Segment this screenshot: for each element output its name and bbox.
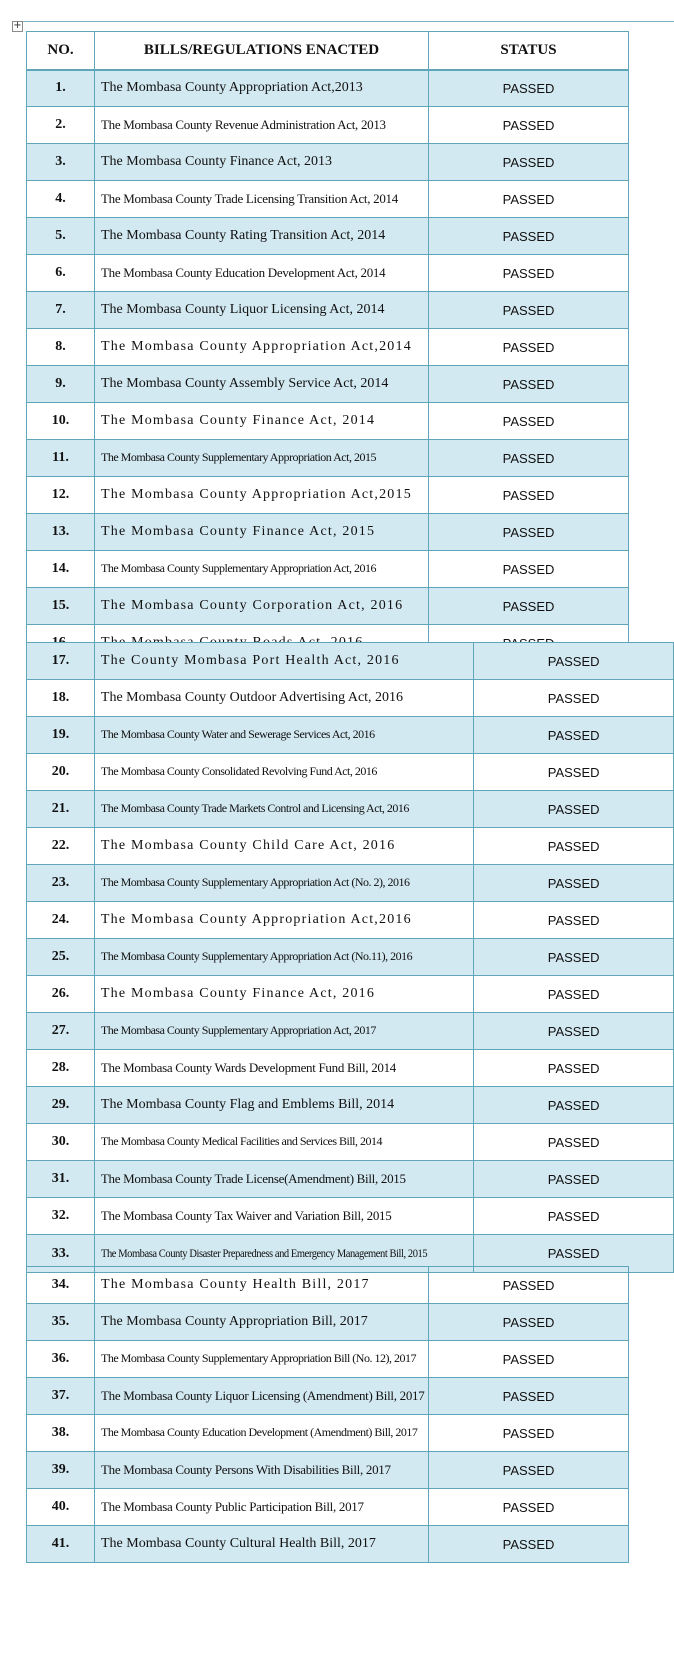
bill-name-cell bbox=[94, 717, 473, 754]
row-number: 40. bbox=[27, 1489, 95, 1526]
bill-name: The Mombasa County Persons With Disabilities Bill, 2017 bbox=[101, 1461, 391, 1477]
status-cell: PASSED bbox=[474, 1013, 674, 1050]
status-cell: PASSED bbox=[429, 70, 629, 107]
table-row bbox=[27, 440, 629, 477]
table-row bbox=[27, 1087, 674, 1124]
table-row bbox=[27, 1050, 674, 1087]
row-number: 22. bbox=[27, 828, 95, 865]
bill-name-cell bbox=[95, 181, 429, 218]
table-row bbox=[27, 1415, 629, 1452]
row-number: 21. bbox=[27, 791, 95, 828]
row-number: 6. bbox=[27, 255, 95, 292]
row-number: 2. bbox=[27, 107, 95, 144]
bill-name: The Mombasa County Water and Sewerage Services Act, 2016 bbox=[100, 727, 375, 741]
status-cell: PASSED bbox=[429, 1415, 629, 1452]
status-cell: PASSED bbox=[429, 366, 629, 403]
bill-name-cell bbox=[95, 292, 429, 329]
bill-name: The Mombasa County Finance Act, 2013 bbox=[101, 154, 332, 169]
bill-name: The Mombasa County Supplementary Appropriation Bill (No. 12), 2017 bbox=[101, 1351, 416, 1365]
row-number: 1. bbox=[27, 70, 95, 107]
bill-name-cell bbox=[95, 1341, 429, 1378]
row-number: 3. bbox=[27, 144, 95, 181]
bill-name-cell bbox=[95, 551, 429, 588]
table-row bbox=[27, 551, 629, 588]
status-cell: PASSED bbox=[429, 403, 629, 440]
table-row bbox=[27, 181, 629, 218]
row-number: 20. bbox=[27, 754, 95, 791]
bill-name-cell bbox=[95, 477, 429, 514]
bill-name-cell bbox=[94, 1013, 473, 1050]
bill-name-cell bbox=[95, 366, 429, 403]
bill-name: The Mombasa County Finance Act, 2015 bbox=[101, 524, 376, 539]
bill-name: The Mombasa County Appropriation Act,2014 bbox=[101, 339, 412, 354]
bills-table-part-2 bbox=[26, 642, 674, 1273]
bill-name: The Mombasa County Finance Act, 2016 bbox=[100, 986, 376, 1001]
row-number: 27. bbox=[27, 1013, 95, 1050]
table-row bbox=[27, 1378, 629, 1415]
row-number: 8. bbox=[27, 329, 95, 366]
row-number: 41. bbox=[27, 1526, 95, 1563]
row-number: 10. bbox=[27, 403, 95, 440]
header-status: STATUS bbox=[429, 32, 629, 70]
status-cell: PASSED bbox=[429, 551, 629, 588]
bill-name: The Mombasa County Appropriation Act,2016 bbox=[100, 912, 412, 927]
table-row bbox=[27, 366, 629, 403]
bill-name: The Mombasa County Revenue Administration Act, 2013 bbox=[101, 116, 386, 132]
table-row bbox=[27, 1526, 629, 1563]
bill-name: The Mombasa County Supplementary Appropriation Act, 2016 bbox=[101, 561, 376, 575]
row-number: 18. bbox=[27, 680, 95, 717]
bill-name: The Mombasa County Education Development Act, 2014 bbox=[101, 264, 386, 280]
status-cell: PASSED bbox=[474, 902, 674, 939]
row-number: 25. bbox=[27, 939, 95, 976]
bill-name: The Mombasa County Assembly Service Act, 2014 bbox=[101, 376, 389, 391]
bill-name-cell bbox=[94, 1124, 473, 1161]
header-bills: BILLS/REGULATIONS ENACTED bbox=[95, 32, 429, 70]
bill-name-cell bbox=[95, 1452, 429, 1489]
bill-name: The Mombasa County Appropriation Act,2013 bbox=[101, 80, 363, 96]
row-number: 13. bbox=[27, 514, 95, 551]
bill-name: The Mombasa County Cultural Health Bill, 2017 bbox=[101, 1536, 376, 1551]
row-number: 11. bbox=[27, 440, 95, 477]
bill-name: The Mombasa County Liquor Licensing (Amendment) Bill, 2017 bbox=[101, 1387, 425, 1403]
bill-name-cell bbox=[94, 1161, 473, 1198]
table-row bbox=[27, 107, 629, 144]
bill-name-cell bbox=[94, 902, 473, 939]
bill-name: The Mombasa County Trade Licensing Transition Act, 2014 bbox=[101, 190, 398, 206]
table-row bbox=[27, 791, 674, 828]
bill-name-cell bbox=[95, 255, 429, 292]
table-row bbox=[27, 865, 674, 902]
bill-name: The Mombasa County Finance Act, 2014 bbox=[101, 413, 376, 428]
bill-name-cell bbox=[95, 1378, 429, 1415]
status-cell: PASSED bbox=[429, 181, 629, 218]
status-cell: PASSED bbox=[474, 1235, 674, 1273]
table-row bbox=[27, 976, 674, 1013]
table-row bbox=[27, 1198, 674, 1235]
status-cell: PASSED bbox=[474, 717, 674, 754]
bill-name: The Mombasa County Rating Transition Act, 2014 bbox=[101, 228, 386, 243]
bill-name: The Mombasa County Disaster Preparedness and Emergency Management Bill, 2015 bbox=[100, 1245, 428, 1260]
bill-name: The Mombasa County Appropriation Act,2015 bbox=[101, 487, 412, 502]
bill-name-cell bbox=[94, 791, 473, 828]
table-row bbox=[27, 1124, 674, 1161]
table-header-row bbox=[27, 32, 629, 70]
bill-name-cell bbox=[94, 1198, 473, 1235]
bill-name: The Mombasa County Health Bill, 2017 bbox=[101, 1277, 370, 1292]
status-cell: PASSED bbox=[474, 643, 674, 680]
status-cell: PASSED bbox=[429, 144, 629, 181]
table-row bbox=[27, 477, 629, 514]
status-cell: PASSED bbox=[429, 107, 629, 144]
table-row bbox=[27, 1267, 629, 1304]
status-cell: PASSED bbox=[474, 1050, 674, 1087]
bill-name-cell bbox=[95, 218, 429, 255]
bill-name-cell bbox=[95, 144, 429, 181]
table-row bbox=[27, 329, 629, 366]
table-row bbox=[27, 1304, 629, 1341]
table-row bbox=[27, 1489, 629, 1526]
status-cell: PASSED bbox=[474, 976, 674, 1013]
status-cell: PASSED bbox=[474, 828, 674, 865]
status-cell: PASSED bbox=[474, 1124, 674, 1161]
table-row bbox=[27, 218, 629, 255]
row-number: 28. bbox=[27, 1050, 95, 1087]
row-number: 17. bbox=[27, 643, 95, 680]
bill-name: The Mombasa County Flag and Emblems Bill, 2014 bbox=[100, 1097, 395, 1112]
table-row bbox=[27, 828, 674, 865]
bill-name: The Mombasa County Corporation Act, 2016 bbox=[101, 598, 404, 613]
bill-name: The Mombasa County Child Care Act, 2016 bbox=[100, 838, 396, 853]
row-number: 39. bbox=[27, 1452, 95, 1489]
status-cell: PASSED bbox=[474, 791, 674, 828]
status-cell: PASSED bbox=[474, 865, 674, 902]
bill-name-cell bbox=[95, 1267, 429, 1304]
bill-name: The Mombasa County Trade License(Amendment) Bill, 2015 bbox=[100, 1170, 406, 1186]
bills-table-part-1 bbox=[26, 31, 629, 662]
row-number: 29. bbox=[27, 1087, 95, 1124]
table-row bbox=[27, 1161, 674, 1198]
bill-name-cell bbox=[95, 70, 429, 107]
status-cell: PASSED bbox=[429, 292, 629, 329]
page-top-border bbox=[12, 21, 674, 22]
table-row bbox=[27, 1341, 629, 1378]
status-cell: PASSED bbox=[474, 1198, 674, 1235]
bill-name: The Mombasa County Tax Waiver and Variation Bill, 2015 bbox=[100, 1207, 392, 1223]
table-row bbox=[27, 754, 674, 791]
bills-table-part-3 bbox=[26, 1266, 629, 1563]
table-row bbox=[27, 1452, 629, 1489]
bill-name-cell bbox=[95, 1526, 429, 1563]
row-number: 24. bbox=[27, 902, 95, 939]
table-row bbox=[27, 643, 674, 680]
bill-name: The County Mombasa Port Health Act, 2016 bbox=[100, 653, 400, 668]
status-cell: PASSED bbox=[429, 1341, 629, 1378]
status-cell: PASSED bbox=[429, 514, 629, 551]
row-number: 34. bbox=[27, 1267, 95, 1304]
table-move-handle-icon[interactable]: + bbox=[13, 20, 22, 31]
table-row bbox=[27, 255, 629, 292]
row-number: 35. bbox=[27, 1304, 95, 1341]
table-row bbox=[27, 939, 674, 976]
bill-name: The Mombasa County Trade Markets Control and Licensing Act, 2016 bbox=[100, 801, 409, 815]
row-number: 38. bbox=[27, 1415, 95, 1452]
bill-name: The Mombasa County Supplementary Appropriation Act, 2017 bbox=[100, 1023, 376, 1037]
row-number: 23. bbox=[27, 865, 95, 902]
bill-name: The Mombasa County Wards Development Fund Bill, 2014 bbox=[100, 1059, 396, 1075]
header-no: NO. bbox=[27, 32, 95, 70]
table-row bbox=[27, 588, 629, 625]
status-cell: PASSED bbox=[429, 440, 629, 477]
bill-name-cell bbox=[94, 643, 473, 680]
bill-name-cell bbox=[94, 1087, 473, 1124]
bill-name: The Mombasa County Supplementary Appropriation Act (No. 2), 2016 bbox=[100, 875, 410, 889]
row-number: 36. bbox=[27, 1341, 95, 1378]
table-row bbox=[27, 292, 629, 329]
table-row bbox=[27, 514, 629, 551]
bill-name-cell bbox=[95, 329, 429, 366]
status-cell: PASSED bbox=[474, 1161, 674, 1198]
table-row bbox=[27, 403, 629, 440]
row-number: 9. bbox=[27, 366, 95, 403]
row-number: 7. bbox=[27, 292, 95, 329]
bill-name: The Mombasa County Public Participation Bill, 2017 bbox=[101, 1498, 364, 1514]
bill-name-cell bbox=[95, 1415, 429, 1452]
status-cell: PASSED bbox=[429, 1378, 629, 1415]
table-row bbox=[27, 902, 674, 939]
bill-name-cell bbox=[95, 440, 429, 477]
row-number: 26. bbox=[27, 976, 95, 1013]
bill-name-cell bbox=[95, 588, 429, 625]
row-number: 15. bbox=[27, 588, 95, 625]
bill-name: The Mombasa County Liquor Licensing Act, 2014 bbox=[101, 302, 385, 317]
bill-name-cell bbox=[95, 403, 429, 440]
bill-name-cell bbox=[94, 865, 473, 902]
status-cell: PASSED bbox=[429, 1304, 629, 1341]
bill-name-cell bbox=[94, 680, 473, 717]
bill-name: The Mombasa County Outdoor Advertising Act, 2016 bbox=[100, 690, 404, 705]
status-cell: PASSED bbox=[429, 218, 629, 255]
table-row bbox=[27, 70, 629, 107]
bill-name-cell bbox=[95, 1304, 429, 1341]
bill-name: The Mombasa County Supplementary Appropriation Act, 2015 bbox=[101, 450, 376, 464]
row-number: 37. bbox=[27, 1378, 95, 1415]
row-number: 4. bbox=[27, 181, 95, 218]
bill-name: The Mombasa County Education Development (Amendment) Bill, 2017 bbox=[101, 1425, 418, 1439]
bill-name-cell bbox=[94, 976, 473, 1013]
row-number: 12. bbox=[27, 477, 95, 514]
row-number: 33. bbox=[27, 1235, 95, 1273]
status-cell: PASSED bbox=[474, 939, 674, 976]
bill-name-cell bbox=[95, 1489, 429, 1526]
status-cell: PASSED bbox=[429, 477, 629, 514]
row-number: 5. bbox=[27, 218, 95, 255]
status-cell: PASSED bbox=[429, 1489, 629, 1526]
status-cell: PASSED bbox=[429, 588, 629, 625]
status-cell: PASSED bbox=[474, 680, 674, 717]
bill-name-cell bbox=[95, 514, 429, 551]
status-cell: PASSED bbox=[429, 1526, 629, 1563]
bill-name: The Mombasa County Consolidated Revolving Fund Act, 2016 bbox=[100, 764, 377, 778]
bill-name: The Mombasa County Supplementary Appropriation Act (No.11), 2016 bbox=[100, 949, 413, 963]
row-number: 14. bbox=[27, 551, 95, 588]
row-number: 19. bbox=[27, 717, 95, 754]
bill-name-cell bbox=[94, 754, 473, 791]
row-number: 31. bbox=[27, 1161, 95, 1198]
table-row bbox=[27, 1013, 674, 1050]
status-cell: PASSED bbox=[474, 1087, 674, 1124]
bill-name-cell bbox=[95, 107, 429, 144]
table-row bbox=[27, 680, 674, 717]
status-cell: PASSED bbox=[429, 255, 629, 292]
bill-name: The Mombasa County Medical Facilities and Services Bill, 2014 bbox=[100, 1134, 383, 1148]
status-cell: PASSED bbox=[474, 754, 674, 791]
row-number: 32. bbox=[27, 1198, 95, 1235]
bill-name-cell bbox=[94, 1050, 473, 1087]
status-cell: PASSED bbox=[429, 1452, 629, 1489]
status-cell: PASSED bbox=[429, 329, 629, 366]
row-number: 30. bbox=[27, 1124, 95, 1161]
status-cell: PASSED bbox=[429, 1267, 629, 1304]
bill-name: The Mombasa County Appropriation Bill, 2017 bbox=[101, 1314, 368, 1329]
bill-name-cell bbox=[94, 828, 473, 865]
bill-name-cell bbox=[94, 939, 473, 976]
table-row bbox=[27, 144, 629, 181]
table-row bbox=[27, 717, 674, 754]
